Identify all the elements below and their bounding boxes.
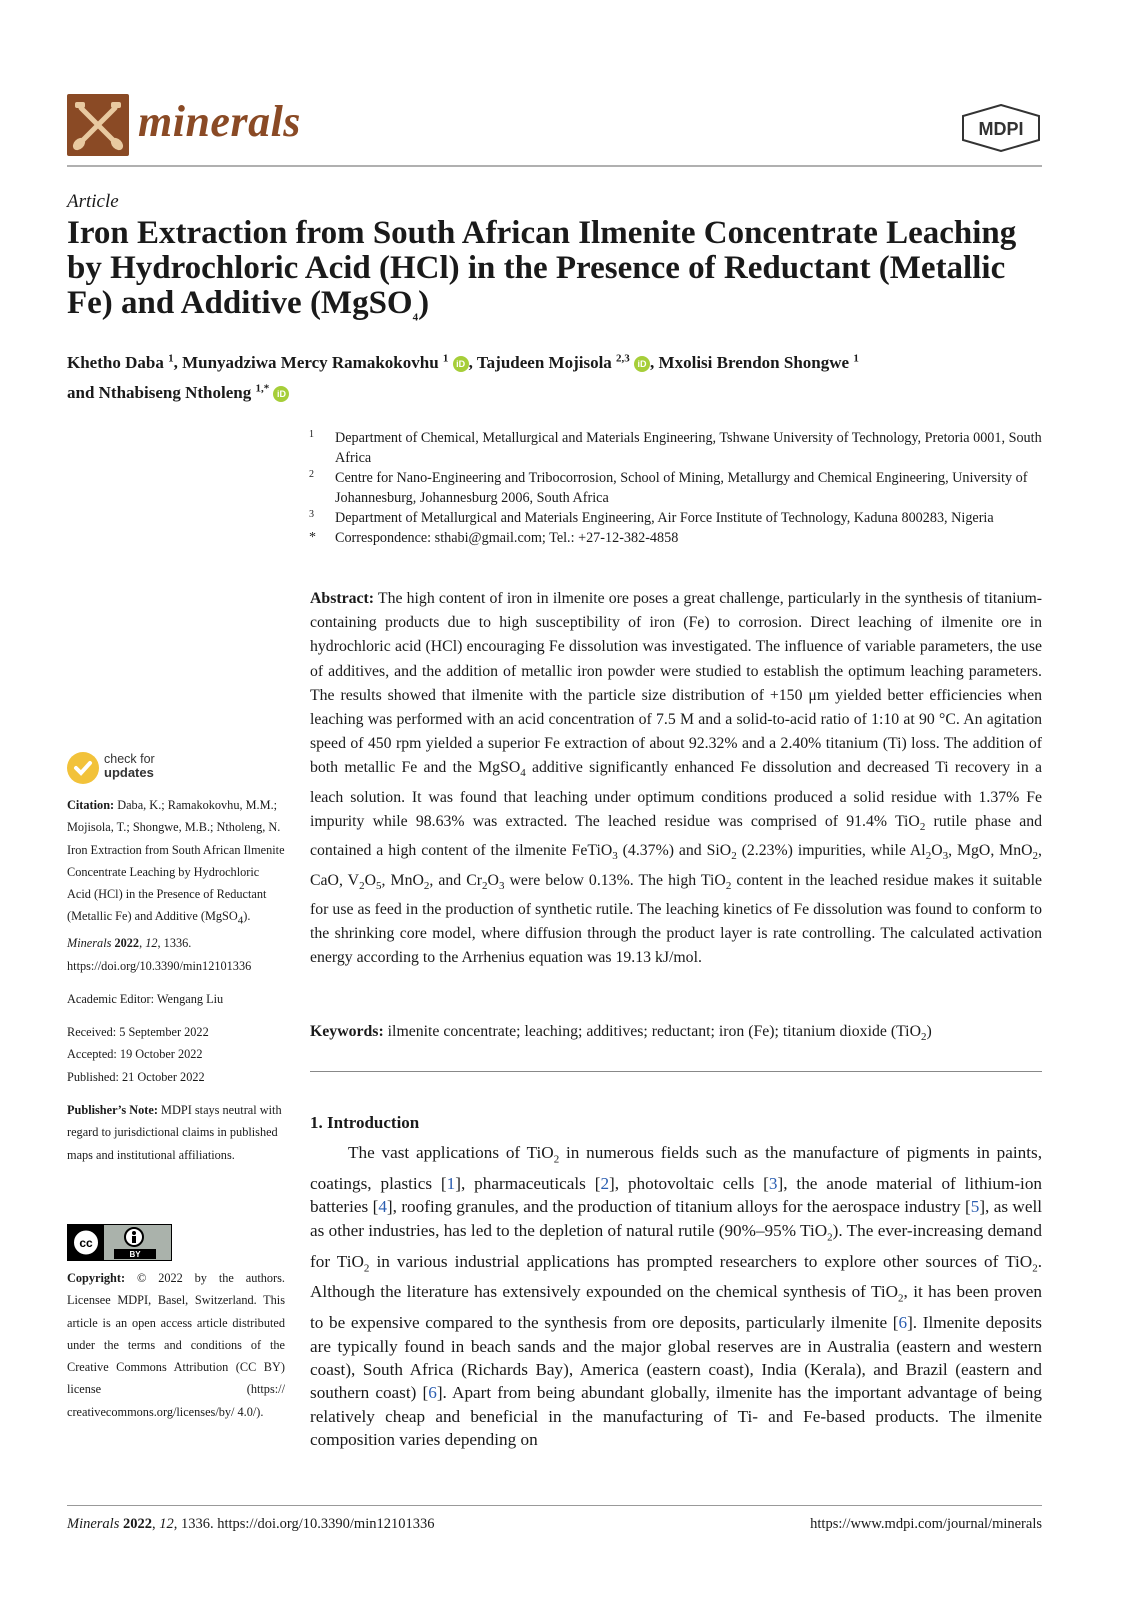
header-divider xyxy=(67,165,1042,167)
mdpi-logo-text: MDPI xyxy=(978,119,1024,139)
keywords-label: Keywords: xyxy=(310,1023,384,1040)
affiliation-item: 1 Department of Chemical, Metallurgical and Materials Engineering, Tshwane University of Technology, Pretoria 0001, South Africa xyxy=(309,429,1042,466)
affiliation-item: 3 Department of Metallurgical and Materials Engineering, Air Force Institute of Technology, Kaduna 800283, Nigeria xyxy=(309,509,994,526)
dates: Received: 5 September 2022 Accepted: 19 October 2022 Published: 21 October 2022 xyxy=(67,1025,209,1084)
affiliation-item: 2 Centre for Nano-Engineering and Tribocorrosion, School of Mining, Metallurgy and Chemical Engineering, University of Johannesburg, Johannesburg 2006, South Africa xyxy=(309,469,1028,506)
orcid-icon[interactable]: iD xyxy=(453,356,469,372)
author-list: Khetho Daba $^1$, Munyadziwa Mercy Ramakokovhu $^1$ iD , Tajudeen Mojisola $^{2,3}$ iD , Mxolisi Brendon Shongwe $^1$ and Nthabiseng Ntholeng $^{1,*}$ iD xyxy=(67,352,859,403)
affiliations xyxy=(309,428,1049,548)
citation-link[interactable]: 5 xyxy=(970,1197,980,1217)
citation-link[interactable]: 3 xyxy=(768,1173,778,1193)
copyright-notice: Copyright: © 2022 by the authors. Licensee MDPI, Basel, Switzerland. This article is an open access article distributed under the terms and conditions of the Creative Commons Attribution (CC BY) license (https:// creativecommons.org/licenses/by/ 4.0/). xyxy=(67,1271,286,1419)
mdpi-logo[interactable] xyxy=(962,104,1040,152)
check-updates-icon xyxy=(67,752,99,784)
journal-url-link[interactable]: https://www.mdpi.com/journal/minerals xyxy=(810,1516,1042,1532)
author[interactable]: Munyadziwa Mercy Ramakokovhu $^1$ xyxy=(182,352,449,372)
citation: Citation: Daba, K.; Ramakokovhu, M.M.; Mojisola, T.; Shongwe, M.B.; Ntholeng, N. Iron Extraction from South African Ilmenite Concentrate Leaching by Hydrochloric Acid (HCl) in the Presence of Reductant (Metallic Fe) and Additive (MgSO$_4$). Minerals 2022, 12, 1336. https://doi.org/10.3390/min12101336 xyxy=(67,798,285,973)
article-title: Iron Extraction from South African Ilmenite Concentrate Leaching by Hydrochloric Acid (HCl) in the Presence of Reductant (Metallic Fe) and Additive (MgSO$_4$) xyxy=(67,215,1017,324)
abstract: Abstract: The high content of iron in ilmenite ore poses a great challenge, particularly in the synthesis of titanium-containing products due to high susceptibility of iron (Fe) to corrosion. Direct leaching of ilmenite ore in hydrochloric acid (HCl) encouraging Fe dissolution was investigated. The influence of variable parameters, the use of additives, and the addition of metallic iron powder were studied to establish the optimum leaching parameters. The results showed that ilmenite with the particle size distribution of +150 μm yielded better efficiencies when leaching was performed with an acid concentration of 7.5 M and a solid-to-acid ratio of 1:10 at 90 °C. An agitation speed of 450 rpm yielded a superior Fe extraction of about 92.32% and a 2.40% titanium (Ti) loss. The addition of both metallic Fe and the MgSO$_4$ additive significantly enhanced Fe dissolution and decreased Ti recovery in a leach solution. It was found that leaching under optimum conditions produced a solid residue with 1.37% Fe impurity while 98.63% was extracted. The leached residue was comprised of 91.4% TiO$_2$ rutile phase and contained a high content of the ilmenite FeTiO$_3$ (4.37%) and SiO$_2$ (2.23%) impurities, while $Al_2O_3$, MgO, MnO$_2$, CaO, $V_2O_5$, MnO$_2$, and $Cr_2O_3$ were below 0.13%. The high TiO$_2$ content in the leached residue makes it suitable for use as feed in the production of synthetic rutile. The leaching kinetics of Fe dissolution was found to conform to the shrinking core model, where diffusion through the product layer is rate controlling. The calculated activation energy according to the Arrhenius equation was 19.13 kJ/mol. xyxy=(310,590,1042,967)
author[interactable]: Tajudeen Mojisola $^{2,3}$ xyxy=(476,352,630,372)
intro-paragraph: The vast applications of TiO$_2$ in numerous fields such as the manufacture of pigments in paints, coatings, plastics [1], pharmaceuticals [2], photovoltaic cells [3], the anode material of lithium-ion batteries [4], roofing granules, and the production of titanium alloys for the aerospace industry [5], as well as other industries, has led to the depletion of natural rutile (90%–95% TiO$_2$). The ever-increasing demand for TiO$_2$ in various industrial applications has prompted researchers to explore other sources of TiO$_2$. Although the literature has extensively expounded on the chemical synthesis of TiO$_2$, it has been proven to be expensive compared to the synthesis from ore deposits, particularly ilmenite [6]. Ilmenite deposits are typically found in beach sands and the major global reserves are in Australia (eastern and western coast), South Africa (Richards Bay), America (eastern coast), India (Kerala), and Brazil (eastern and southern coast) [6]. Apart from being abundant globally, ilmenite has the important advantage of being relatively cheap and beneficial in the manufacturing of Ti- and Fe-based products. The ilmenite composition varies depending on xyxy=(310,1143,1043,1450)
cc-by-label: BY xyxy=(129,1250,141,1259)
author[interactable]: Khetho Daba $^1$ xyxy=(67,352,174,372)
author[interactable]: Mxolisi Brendon Shongwe $^1$ xyxy=(658,352,859,372)
keywords: Keywords: ilmenite concentrate; leaching; additives; reductant; iron (Fe); titanium dioxide (TiO$_2$) xyxy=(310,1023,932,1044)
article-sidebar xyxy=(67,794,285,1177)
academic-editor: Academic Editor: Wengang Liu xyxy=(67,991,224,1006)
section-heading: 1. Introduction xyxy=(310,1113,420,1132)
journal-logo-icon xyxy=(67,94,129,156)
section-divider xyxy=(310,1071,1042,1072)
svg-text:cc: cc xyxy=(79,1236,93,1250)
footer-divider xyxy=(67,1505,1042,1506)
orcid-icon[interactable]: iD xyxy=(273,386,289,402)
article-type: Article xyxy=(67,191,119,212)
check-for-updates-button[interactable]: check for updates xyxy=(67,752,197,788)
author[interactable]: and Nthabiseng Ntholeng $^{1,*}$ xyxy=(67,382,270,403)
abstract-label: Abstract: xyxy=(310,590,375,607)
cc-by-license-badge[interactable] xyxy=(67,1224,172,1261)
citation-link[interactable]: 1 xyxy=(446,1173,456,1193)
orcid-icon[interactable]: iD xyxy=(634,356,650,372)
correspondence: * Correspondence: sthabi@gmail.com; Tel.: +27-12-382-4858 xyxy=(309,530,679,546)
journal-name: minerals xyxy=(138,97,301,146)
citation-link[interactable]: 4 xyxy=(378,1197,387,1217)
citation-link[interactable]: 6 xyxy=(898,1313,908,1333)
publisher-note: Publisher’s Note: MDPI stays neutral with regard to jurisdictional claims in published maps and institutional affiliations. xyxy=(67,1103,282,1162)
citation-link[interactable]: 2 xyxy=(600,1173,610,1193)
footer-citation: Minerals 2022, 12, 1336. https://doi.org/10.3390/min12101336 xyxy=(67,1516,435,1532)
citation-link[interactable]: 6 xyxy=(428,1383,437,1403)
